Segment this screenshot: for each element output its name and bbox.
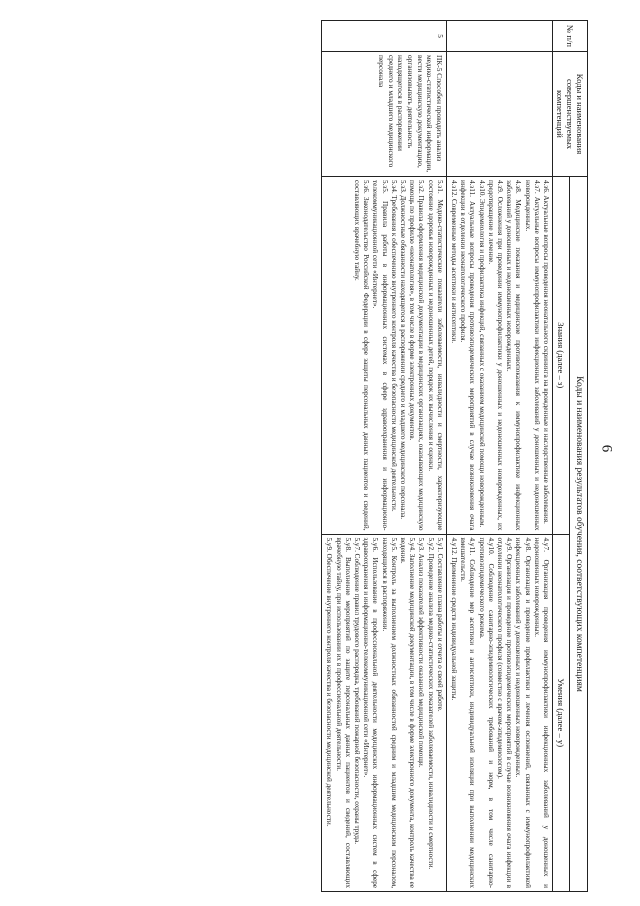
header-number: № п/п	[553, 21, 588, 52]
skill-item: 5.у7. Соблюдение правил трудового распорядка, требований пожарной безопасности, охраны труда.	[352, 537, 361, 845]
skill-item: 5.у3. Анализ показателей эффективности оказанной медицинской помощи.	[417, 537, 426, 768]
skill-item: 4.у7. Организация проведения иммунопрофилактики инфекционных заболеваний у доношенных и недоношенных новорожденных.	[532, 537, 550, 888]
knowledge-item: 5.з6. Законодательство Российской Федерации в сфере защиты персональных данных пациентов и сведений, составляющих врачебную тайну.	[352, 180, 371, 531]
knowledge-cell	[446, 177, 552, 535]
table-body	[322, 21, 553, 892]
knowledge-item: 5.з5. Правила работы в информационных системах в сфере здравоохранения и информационно-телекоммуникационной сети «Интернет».	[371, 180, 389, 531]
competence-table	[321, 20, 588, 892]
header-knowledge: Знания (далее – з)	[553, 177, 571, 535]
page-number: 6	[598, 444, 615, 453]
skill-item: 4.у10. Соблюдение санитарно-эпидемиологических требований и норм, в том числе санитарно-противоэпидемического режима.	[477, 537, 495, 888]
knowledge-item: 4.з10. Эпидемиология и профилактика инфекций, связанных с оказанием медицинской помощи новорожденным.	[477, 180, 486, 528]
knowledge-item: 4.з12. Современные методы асептики и антисептики.	[449, 180, 458, 344]
skill-item: 5.у6. Использование в профессиональной деятельности медицинских информационных систем в сфере здравоохранения и информационно-телекоммуникационной сети «Интернет».	[362, 537, 380, 888]
skills-cell	[322, 534, 447, 892]
knowledge-item: 4.з7. Актуальные вопросы иммунопрофилактики инфекционных заболеваний у доношенных и недоношенных новорожденных.	[523, 180, 541, 531]
knowledge-item: 5.з3. Должностные обязанности находящегося в распоряжении среднего и младшего медицинского персонала.	[398, 180, 407, 520]
table-row	[446, 21, 552, 892]
skills-cell	[446, 534, 552, 892]
header-results-group: Коды и наименования результатов обучения, соответствующих компетенциям	[570, 177, 588, 892]
skill-item: 5.у2. Проведение анализа медико-статистических показателей заболеваемости, инвалидности и смертности.	[426, 537, 435, 870]
skill-item: 5.у5. Контроль за выполнением должностных обязанностей средним и младшим медицинским персоналом, находящимся в распоряжении.	[380, 537, 398, 888]
competence-cell: ПК-5 Способен проводить анализ медико-статистической информации, вести медицинскую документацию, организовывать деятельность находящегося в распоряжении среднего и младшего медицинского персонала	[322, 52, 447, 177]
knowledge-item: 5.з2. Правила оформления медицинской документации в медицинских организациях, оказывающих медицинскую помощь по профилю «неонатология», в том числе в форме электронных документов.	[408, 180, 426, 531]
knowledge-item: 4.з11. Актуальные вопросы проведения противоэпидемических мероприятий в случае возникновения очага инфекции в отделении неонатологического профиля.	[459, 180, 477, 531]
competence-cell	[446, 52, 552, 177]
skill-item: 5.у8. Выполнение мероприятий по защите персональных данных пациентов и сведений, составляющих врачебную тайну, при использовании их в профессиональной деятельности.	[334, 537, 352, 888]
skill-item: 4.у11. Соблюдение мер асептики и антисептики, индивидуальной изоляции при выполнении медицинских вмешательств.	[459, 537, 477, 888]
header-competence: Коды и наименования совершенствуемых компетенций	[553, 52, 588, 177]
skill-item: 4.у9. Организация и проведение противоэпидемических мероприятий в случае возникновения очага инфекции в отделении неонатологического профиля (совместно с врачом-эпидемиологом).	[495, 537, 514, 888]
skill-item: 5.у9. Обеспечение внутреннего контроля качества и безопасности медицинской деятельности.	[325, 537, 334, 827]
skill-item: 5.у4. Заполнение медицинской документации, в том числе в форме электронного документа, контроль качества ее ведения.	[398, 537, 417, 888]
header-skills: Умения (далее – у)	[553, 534, 571, 892]
knowledge-item: 4.з6. Актуальные вопросы проведения неонатального скрининга на врожденные и наследственные заболевания.	[542, 180, 550, 524]
row-number	[446, 21, 552, 52]
skill-item: 5.у1. Составление плана работы и отчета о своей работе.	[435, 537, 444, 712]
skill-item: 4.у12. Применение средств индивидуальной защиты.	[449, 537, 458, 701]
table-row	[322, 21, 447, 892]
knowledge-item: 5.з1. Медико-статистические показатели заболеваемости, инвалидности и смертности, характеризующие состояние здоровья новорожденных и недоношенных детей, порядок их вычисления и оценки.	[426, 180, 444, 531]
knowledge-item: 5.з4. Требования к обеспечению внутреннего контроля качества и безопасности медицинской деятельности.	[389, 180, 398, 512]
skill-item: 4.у8. Организация и проведение профилактики и лечения осложнений, связанных с иммунопрофилактикой инфекционных заболеваний у доношенных и недоношенных новорожденных.	[514, 537, 532, 888]
knowledge-item: 4.з8. Медицинские показания и медицинские противопоказания к иммунопрофилактике инфекционных заболеваний у доношенных и недоношенных новорожденных.	[505, 180, 523, 531]
knowledge-item: 4.з9. Осложнения при проведении иммунопрофилактики у доношенных и недоношенных новорожденных, их предотвращение и лечение.	[486, 180, 504, 531]
knowledge-cell	[322, 177, 447, 535]
rotated-page	[32, 20, 588, 892]
row-number: 5	[322, 21, 447, 52]
